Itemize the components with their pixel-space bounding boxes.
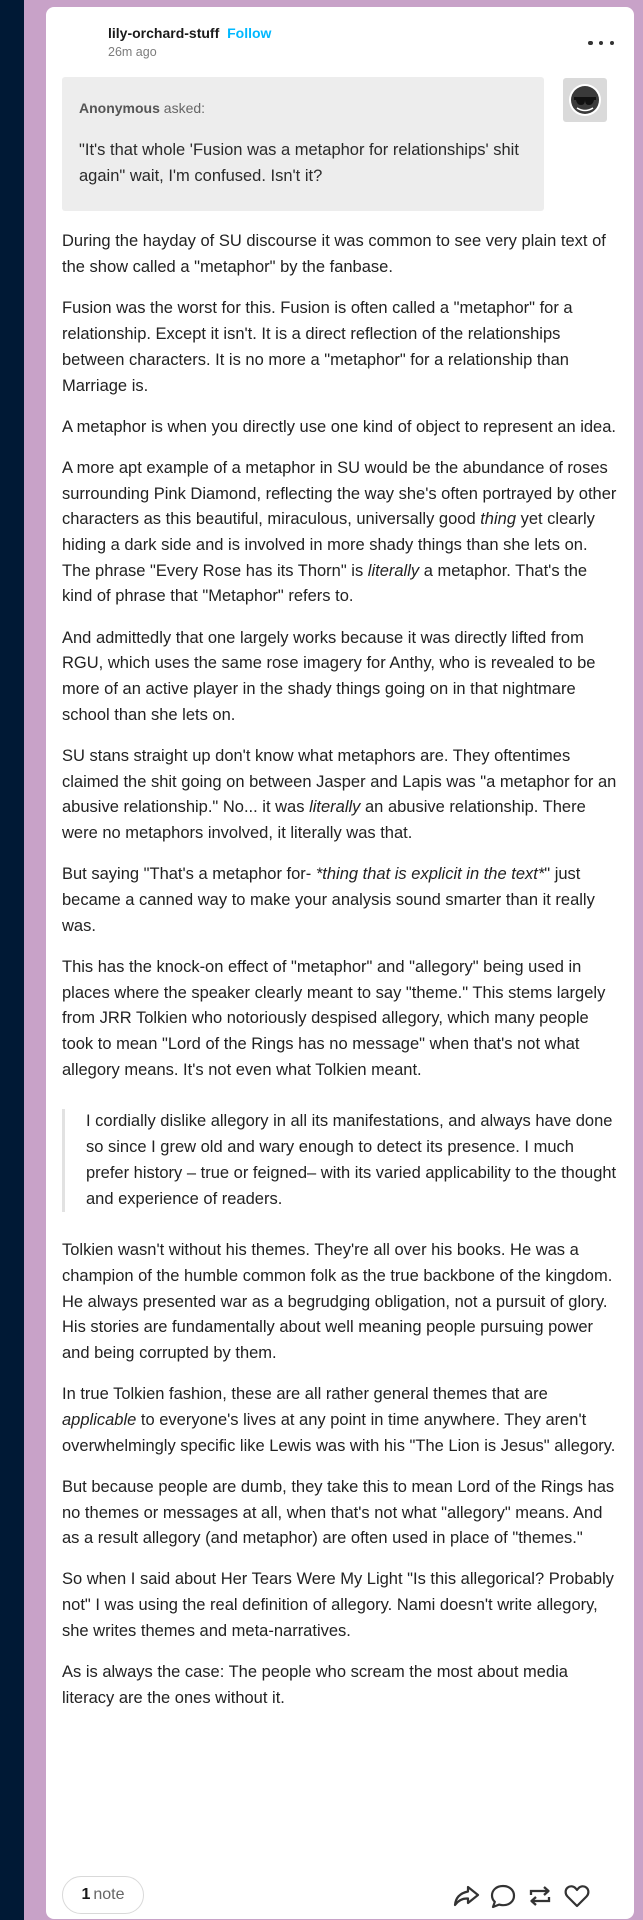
ask-question: "It's that whole 'Fusion was a metaphor for relationships' shit again" wait, I'm confused. Isn't it?: [79, 141, 519, 185]
post-paragraph: During the hayday of SU discourse it was common to see very plain text of the show called a "metaphor" by the fanbase.: [62, 232, 606, 276]
reply-icon: [488, 1881, 518, 1911]
post-timestamp[interactable]: 26m ago: [108, 45, 157, 59]
post-paragraph: So when I said about Her Tears Were My Light "Is this allegorical? Probably not" I was using the real definition of allegory. Nami doesn't write allegory, she writes themes and meta-narratives.: [62, 1570, 614, 1640]
blockquote: [62, 1109, 618, 1212]
notes-count: 1: [81, 1886, 91, 1903]
ask-label: [79, 100, 527, 116]
share-button[interactable]: [451, 1881, 481, 1911]
post-paragraph: In true Tolkien fashion, these are all rather general themes that are applicable to everyone's lives at any point in time anywhere. They aren't overwhelmingly specific like Lewis was with his "The Lion is Jesus" allegory.: [62, 1385, 616, 1455]
post-paragraph: A more apt example of a metaphor in SU would be the abundance of roses surrounding Pink Diamond, reflecting the way she's often portrayed by other characters as this beautiful, miraculous, universally good thing yet clearly hiding a dark side and is involved in more shady things than she lets on. The phrase "Every Rose has its Thorn" is literally a metaphor. That's the kind of phrase that "Metaphor" refers to.: [62, 458, 617, 606]
post-body: [62, 229, 618, 1727]
reblog-button[interactable]: [525, 1881, 555, 1911]
reblog-icon: [525, 1881, 555, 1911]
asker-name: Anonymous: [79, 100, 160, 116]
more-options-button[interactable]: [588, 33, 614, 53]
post-paragraph: Fusion was the worst for this. Fusion is often called a "metaphor" for a relationship. Except it isn't. It is a direct reflection of the relationships between characters. It is no more a "metaphor" for a relationship than Marriage is.: [62, 299, 573, 395]
post-paragraph: Tolkien wasn't without his themes. They're all over his books. He was a champion of the humble common folk as the true backbone of the kingdom. He always presented war as a begrudging obligation, not a pursuit of glory. His stories are fundamentally about well meaning people pursuing power and being corrupted by them.: [62, 1241, 613, 1363]
post-header: [108, 25, 634, 75]
share-icon: [451, 1881, 481, 1911]
asked-label: asked:: [163, 100, 206, 116]
quote-text: I cordially dislike allegory in all its manifestations, and always have done so since I grew old and wary enough to detect its presence. I much prefer history – true or feigned– with its varied applicability to the thought and experience of readers.: [86, 1112, 617, 1208]
like-button[interactable]: [562, 1881, 592, 1911]
ask-box: [62, 77, 544, 211]
follow-button[interactable]: Follow: [227, 25, 272, 41]
notes-button[interactable]: [62, 1876, 144, 1914]
author-name[interactable]: lily-orchard-stuff: [108, 25, 220, 41]
heart-icon: [562, 1881, 592, 1911]
reply-button[interactable]: [488, 1881, 518, 1911]
notes-label: note: [93, 1886, 125, 1903]
post-footer: [62, 1876, 618, 1916]
anonymous-avatar-icon: [567, 82, 603, 118]
more-dots-icon: [588, 41, 593, 46]
asker-avatar[interactable]: [563, 78, 607, 122]
post-paragraph: And admittedly that one largely works because it was directly lifted from RGU, which uses the same rose imagery for Anthy, who is revealed to be more of an active player in the shady things going on in that nightmare school than she lets on.: [62, 628, 596, 724]
author-line: [108, 25, 634, 41]
post-paragraph: SU stans straight up don't know what metaphors are. They oftentimes claimed the shit going on between Jasper and Lapis was "a metaphor for an abusive relationship." No... it was literally an abusive relationship. There were no metaphors involved, it literally was that.: [62, 746, 617, 843]
post-paragraph: But because people are dumb, they take this to mean Lord of the Rings has no themes or messages at all, when that's not what "allegory" means. And as a result allegory (and metaphor) are often used in place of "themes.": [62, 1477, 615, 1548]
post-card: [46, 7, 634, 1919]
post-paragraph: A metaphor is when you directly use one kind of object to represent an idea.: [62, 417, 616, 436]
post-paragraph: But saying "That's a metaphor for- *thing that is explicit in the text*" just became a canned way to make your analysis sound smarter than it really was.: [62, 865, 595, 935]
post-paragraph: As is always the case: The people who scream the most about media literacy are the ones without it.: [62, 1663, 568, 1707]
post-paragraph: This has the knock-on effect of "metaphor" and "allegory" being used in places where the speaker clearly meant to say "theme." This stems largely from JRR Tolkien who notoriously despised allegory, which many people took to mean "Lord of the Rings has no message" when that's not what allegory means. It's not even what Tolkien meant.: [62, 957, 606, 1079]
